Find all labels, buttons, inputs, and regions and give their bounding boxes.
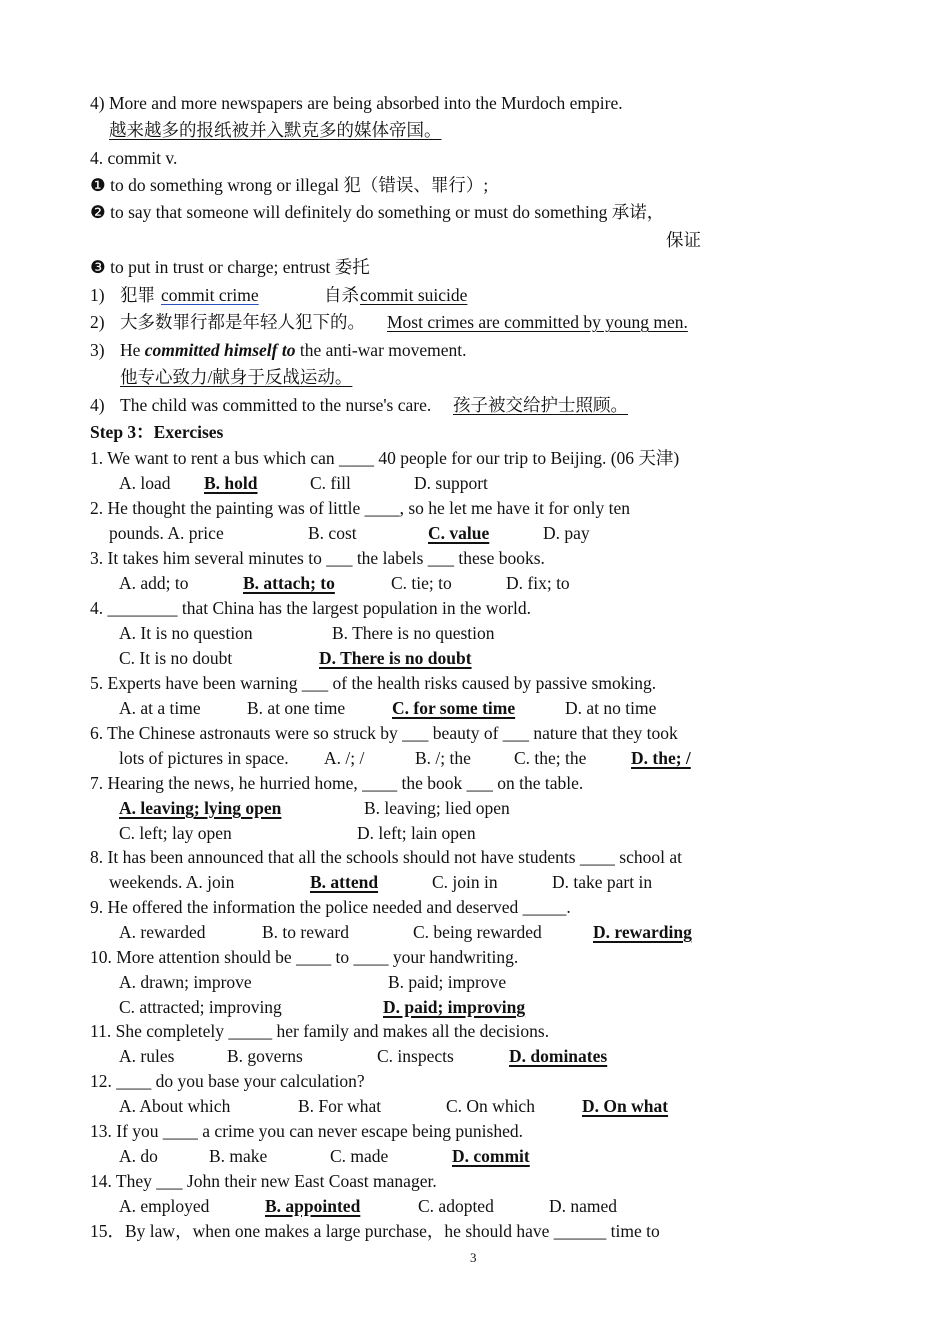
option-b-answer: B. attach; to — [243, 573, 335, 593]
option-d-answer: D. dominates — [509, 1046, 608, 1066]
example-1a-answer: commit crime — [161, 285, 259, 305]
option-d-answer: D. the; / — [631, 748, 691, 768]
example-number: 2) — [90, 312, 105, 332]
commit-example-3-translation: 他专心致力/献身于反战运动。 — [120, 367, 353, 387]
option-c: C. attracted; improving — [119, 997, 282, 1017]
option-c: C. left; lay open — [119, 823, 232, 843]
example-2-cn: 大多数罪行都是年轻人犯下的。 — [120, 312, 365, 332]
option-d-answer: D. paid; improving — [383, 997, 526, 1017]
question-6: 6. The Chinese astronauts were so struck by ___ beauty of ___ nature that they took — [90, 723, 678, 743]
option-d: D. named — [549, 1196, 618, 1216]
option-a: A. It is no question — [119, 623, 253, 643]
question-2: 2. He thought the painting was of little ____, so he let me have it for only ten — [90, 498, 630, 518]
example-2-answer: Most crimes are committed by young men. — [387, 312, 688, 332]
option-b: B. governs — [227, 1046, 303, 1066]
question-9: 9. He offered the information the police needed and deserved _____. — [90, 897, 571, 917]
bullet-1-icon: ❶ — [90, 175, 106, 195]
question-8: 8. It has been announced that all the schools should not have students ____ school at — [90, 847, 682, 867]
option-d-answer: D. On what — [582, 1096, 669, 1116]
question-5: 5. Experts have been warning ___ of the health risks caused by passive smoking. — [90, 673, 657, 693]
option-c-answer: C. for some time — [392, 698, 516, 718]
option-c: C. fill — [310, 473, 351, 493]
step3-heading: Step 3：Exercises — [90, 422, 224, 442]
option-d: D. at no time — [565, 698, 657, 718]
option-a: A. add; to — [119, 573, 189, 593]
option-b: B. paid; improve — [388, 972, 507, 992]
example-number: 1) — [90, 285, 105, 305]
question-1: 1. We want to rent a bus which can ____ 40 people for our trip to Beijing. (06 天津) — [90, 448, 680, 468]
option-a: pounds. A. price — [109, 523, 224, 543]
item-4: 4) More and more newspapers are being absorbed into the Murdoch empire. — [90, 93, 623, 113]
option-b: B. There is no question — [332, 623, 495, 643]
question-12: 12. ____ do you base your calculation? — [90, 1071, 365, 1091]
option-a-answer: A. leaving; lying open — [119, 798, 282, 818]
bullet-3-icon: ❸ — [90, 257, 106, 277]
example-4-text: The child was committed to the nurse's care. — [120, 395, 432, 415]
option-d: D. pay — [543, 523, 590, 543]
commit-definition-3 — [90, 256, 370, 278]
option-c: C. made — [330, 1146, 389, 1166]
example-1b-cn: 自杀 — [324, 285, 359, 305]
option-a: A. load — [119, 473, 171, 493]
option-b: B. /; the — [415, 748, 471, 768]
option-c-answer: C. value — [428, 523, 490, 543]
option-d-answer: D. commit — [452, 1146, 530, 1166]
option-d: D. take part in — [552, 872, 653, 892]
question-3: 3. It takes him several minutes to ___ the labels ___ these books. — [90, 548, 545, 568]
option-c: C. the; the — [514, 748, 587, 768]
question-15: 15．By law，when one makes a large purchase，he should have ______ time to — [90, 1221, 660, 1241]
example-3-emphasis: committed himself to — [144, 340, 296, 360]
option-a: A. employed — [119, 1196, 210, 1216]
option-a: A. drawn; improve — [119, 972, 252, 992]
option-a: A. do — [119, 1146, 158, 1166]
example-number: 4) — [90, 395, 105, 415]
option-d: D. fix; to — [506, 573, 570, 593]
bullet-2-icon: ❷ — [90, 202, 106, 222]
question-14: 14. They ___ John their new East Coast manager. — [90, 1171, 437, 1191]
commit-heading: 4. commit v. — [90, 148, 178, 168]
option-a: A. at a time — [119, 698, 201, 718]
option-b: B. to reward — [262, 922, 349, 942]
question-4: 4. ________ that China has the largest population in the world. — [90, 598, 532, 618]
definition-2-text: to say that someone will definitely do something or must do something 承诺， — [110, 202, 665, 222]
example-3-post: the anti-war movement. — [295, 340, 467, 360]
option-b: B. cost — [308, 523, 357, 543]
example-1a-cn: 犯罪 — [120, 285, 155, 305]
option-c: C. tie; to — [391, 573, 452, 593]
option-b: B. For what — [298, 1096, 382, 1116]
option-c: C. being rewarded — [413, 922, 542, 942]
option-b: B. leaving; lied open — [364, 798, 510, 818]
question-11: 11. She completely _____ her family and makes all the decisions. — [90, 1021, 550, 1041]
option-c: C. It is no doubt — [119, 648, 233, 668]
option-b: B. at one time — [247, 698, 346, 718]
question-6-continuation: lots of pictures in space. — [119, 748, 289, 768]
option-d: D. left; lain open — [357, 823, 476, 843]
commit-definition-1 — [90, 174, 488, 196]
item-4-translation: 越来越多的报纸被并入默克多的媒体帝国。 — [109, 120, 442, 140]
definition-1-text: to do something wrong or illegal 犯（错误、罪行）; — [110, 175, 489, 195]
option-a: A. About which — [119, 1096, 231, 1116]
option-a: A. /; / — [324, 748, 365, 768]
question-13: 13. If you ____ a crime you can never escape being punished. — [90, 1121, 523, 1141]
page-number: 3 — [470, 1250, 477, 1265]
example-4-answer: 孩子被交给护士照顾。 — [453, 395, 628, 415]
option-a: weekends. A. join — [109, 872, 235, 892]
commit-definition-2 — [90, 201, 664, 223]
option-d-answer: D. There is no doubt — [319, 648, 472, 668]
example-1b-answer: commit suicide — [360, 285, 468, 305]
commit-definition-2-cont: 保证 — [666, 230, 701, 250]
option-c: C. inspects — [377, 1046, 454, 1066]
option-d: D. support — [414, 473, 488, 493]
question-10: 10. More attention should be ____ to ____ your handwriting. — [90, 947, 519, 967]
option-a: A. rules — [119, 1046, 175, 1066]
example-3-pre: He — [120, 340, 145, 360]
option-c: C. adopted — [418, 1196, 494, 1216]
option-a: A. rewarded — [119, 922, 206, 942]
option-b-answer: B. appointed — [265, 1196, 361, 1216]
definition-3-text: to put in trust or charge; entrust 委托 — [110, 257, 370, 277]
option-b-answer: B. attend — [310, 872, 379, 892]
option-d-answer: D. rewarding — [593, 922, 692, 942]
option-c: C. On which — [446, 1096, 535, 1116]
option-b-answer: B. hold — [204, 473, 258, 493]
option-b: B. make — [209, 1146, 268, 1166]
example-number: 3) — [90, 340, 105, 360]
example-3-text — [120, 339, 467, 361]
question-7: 7. Hearing the news, he hurried home, ____ the book ___ on the table. — [90, 773, 584, 793]
option-c: C. join in — [432, 872, 498, 892]
